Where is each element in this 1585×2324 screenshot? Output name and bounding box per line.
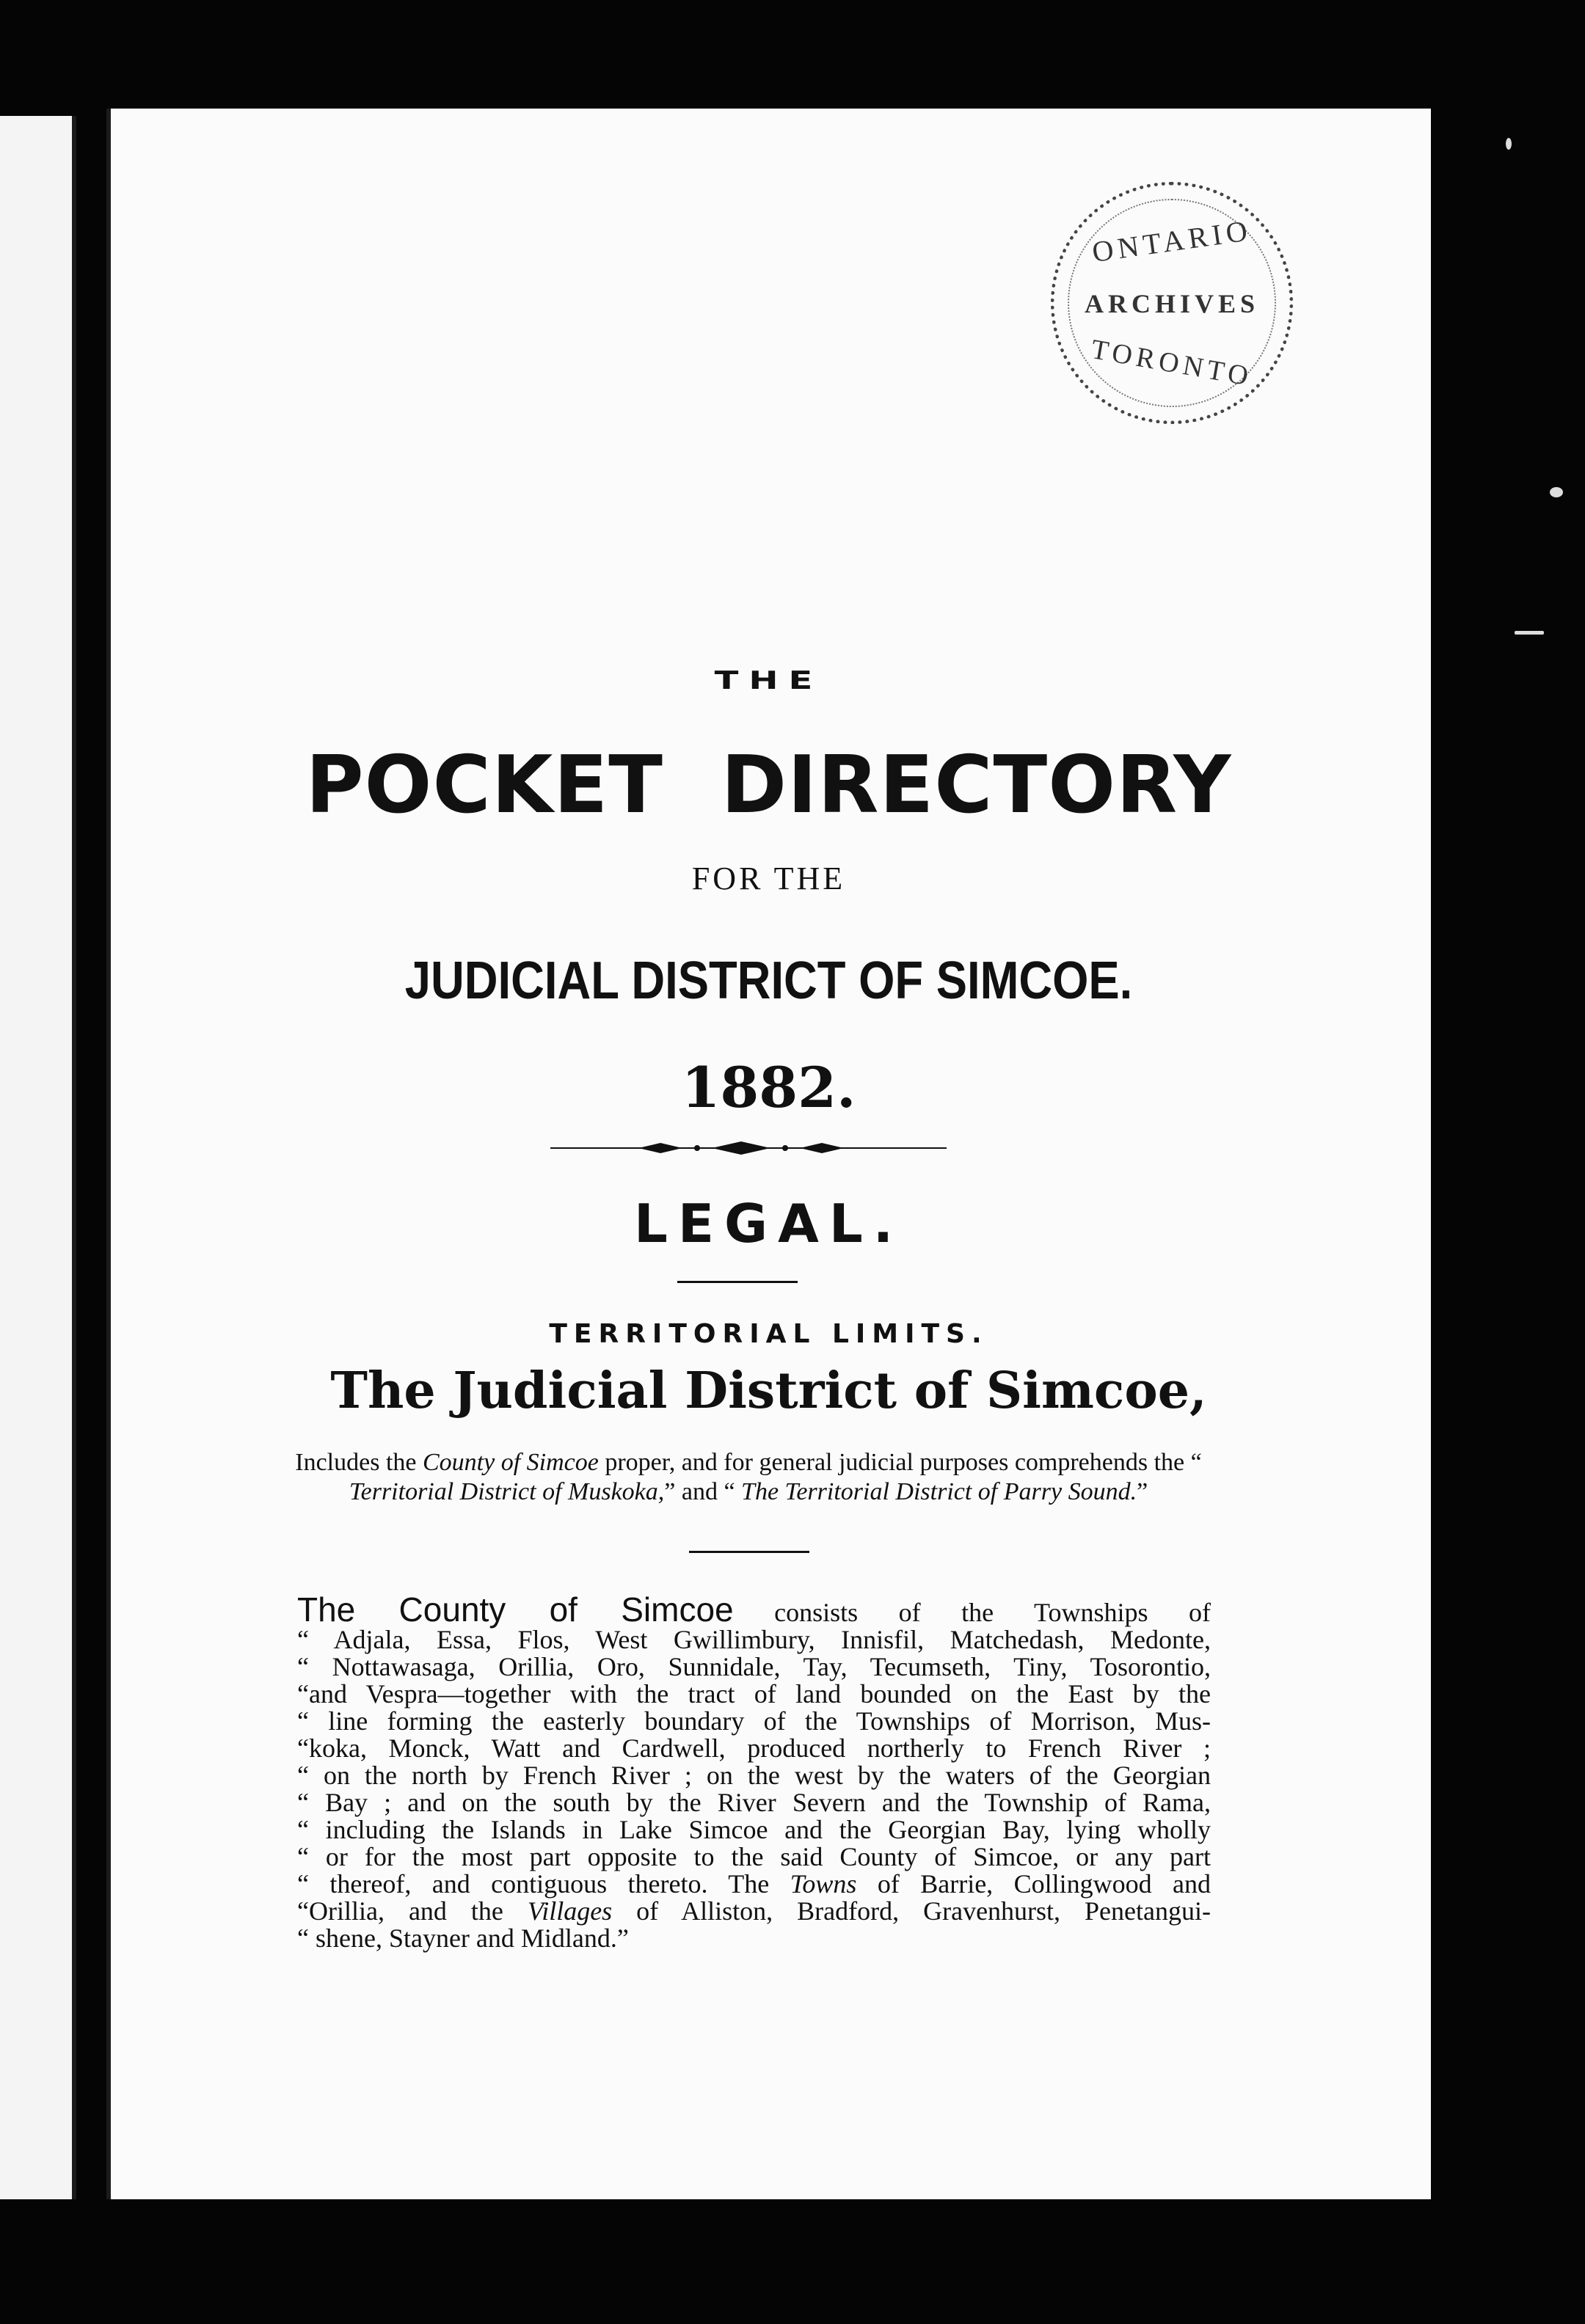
divider-rule xyxy=(689,1551,809,1553)
text-line: “ Bay ; and on the south by the River Severn and the Township of Rama, xyxy=(297,1788,1211,1817)
stamp-middle-text: ARCHIVES xyxy=(1084,289,1260,318)
stamp-top-text: ONTARIO xyxy=(1090,213,1254,269)
film-speck xyxy=(1506,138,1512,150)
text-line: “ thereof, and contiguous thereto. The Towns of Barrie, Collingwood and xyxy=(297,1869,1211,1899)
county-lead: The County of Simcoe xyxy=(297,1590,734,1629)
territorial-limits-heading: TERRITORIAL LIMITS. xyxy=(549,1319,988,1349)
year-label: 1882. xyxy=(681,1055,856,1120)
title-the: THE xyxy=(714,666,823,695)
document-page xyxy=(106,109,1431,2199)
text-line: “ shene, Stayner and Midland.” xyxy=(297,1923,629,1953)
text-line: “koka, Monck, Watt and Cardwell, produced northerly to French River ; xyxy=(297,1733,1211,1763)
judicial-district-heading: The Judicial District of Simcoe, xyxy=(330,1362,1207,1420)
text-line: “ Nottawasaga, Orillia, Oro, Sunnidale, Tay, Tecumseth, Tiny, Tosorontio, xyxy=(297,1652,1211,1681)
county-description: The County of Simcoe consists of the Townships of “ Adjala, Essa, Flos, West Gwillimbury, Innisfil, Matchedash, Medonte, “ Nottawasaga, Orillia, Oro, Sunnidale, Tay, Tecumseth, Tiny, Tosorontio, “and Vespra—together with the tract of land bounded on the East by the “ line forming the easterly boundary of the Townships of Morrison, Mus- “koka, Monck, Watt and Cardwell, produced northerly to French River ; “ on the north by French River ; on the west by the waters of the Georgian “ Bay ; and on the south by the River Severn and the Township of Rama, “ including the Islands in Lake Simcoe and the Georgian Bay, lying wholly “ or for the most part opposite to the said County of Simcoe, or any part “ thereof, and contiguous thereto. The Towns of Barrie, Collingwood and “Orillia, and the Villages of Alliston, Bradford, Gravenhurst, Penetangui- “ shene, Stayner and Midland.” xyxy=(297,1590,1211,1953)
divider-rule xyxy=(677,1281,798,1283)
text-line: “ Adjala, Essa, Flos, West Gwillimbury, Innisfil, Matchedash, Medonte, xyxy=(297,1625,1211,1654)
text-line: “Orillia, and the Villages of Alliston, Bradford, Gravenhurst, Penetangui- xyxy=(297,1896,1211,1926)
includes-paragraph: Includes the County of Simcoe proper, and for general judicial purposes comprehends the “ Territorial District of Muskoka,” and “ The Territorial District of Parry Sound.” xyxy=(295,1449,1202,1505)
title-for-the: FOR THE xyxy=(691,860,846,896)
previous-page-edge xyxy=(0,116,76,2199)
text-line: “ including the Islands in Lake Simcoe and the Georgian Bay, lying wholly xyxy=(297,1815,1211,1844)
text-line: “ line forming the easterly boundary of the Townships of Morrison, Mus- xyxy=(297,1706,1211,1736)
page-title: POCKET DIRECTORY xyxy=(305,739,1232,831)
archives-stamp xyxy=(1051,182,1293,424)
text-line: “and Vespra—together with the tract of land bounded on the East by the xyxy=(297,1679,1211,1709)
text-line: “ on the north by French River ; on the west by the waters of the Georgian xyxy=(297,1761,1211,1790)
section-legal: LEGAL. xyxy=(633,1193,904,1254)
district-title: JUDICIAL DISTRICT OF SIMCOE. xyxy=(404,951,1133,1010)
film-speck xyxy=(1515,631,1544,635)
film-speck xyxy=(1550,487,1563,497)
ornamental-divider xyxy=(550,1137,947,1159)
stamp-bottom-text: TORONTO xyxy=(1088,334,1256,392)
text-line: “ or for the most part opposite to the said County of Simcoe, or any part xyxy=(297,1842,1211,1871)
